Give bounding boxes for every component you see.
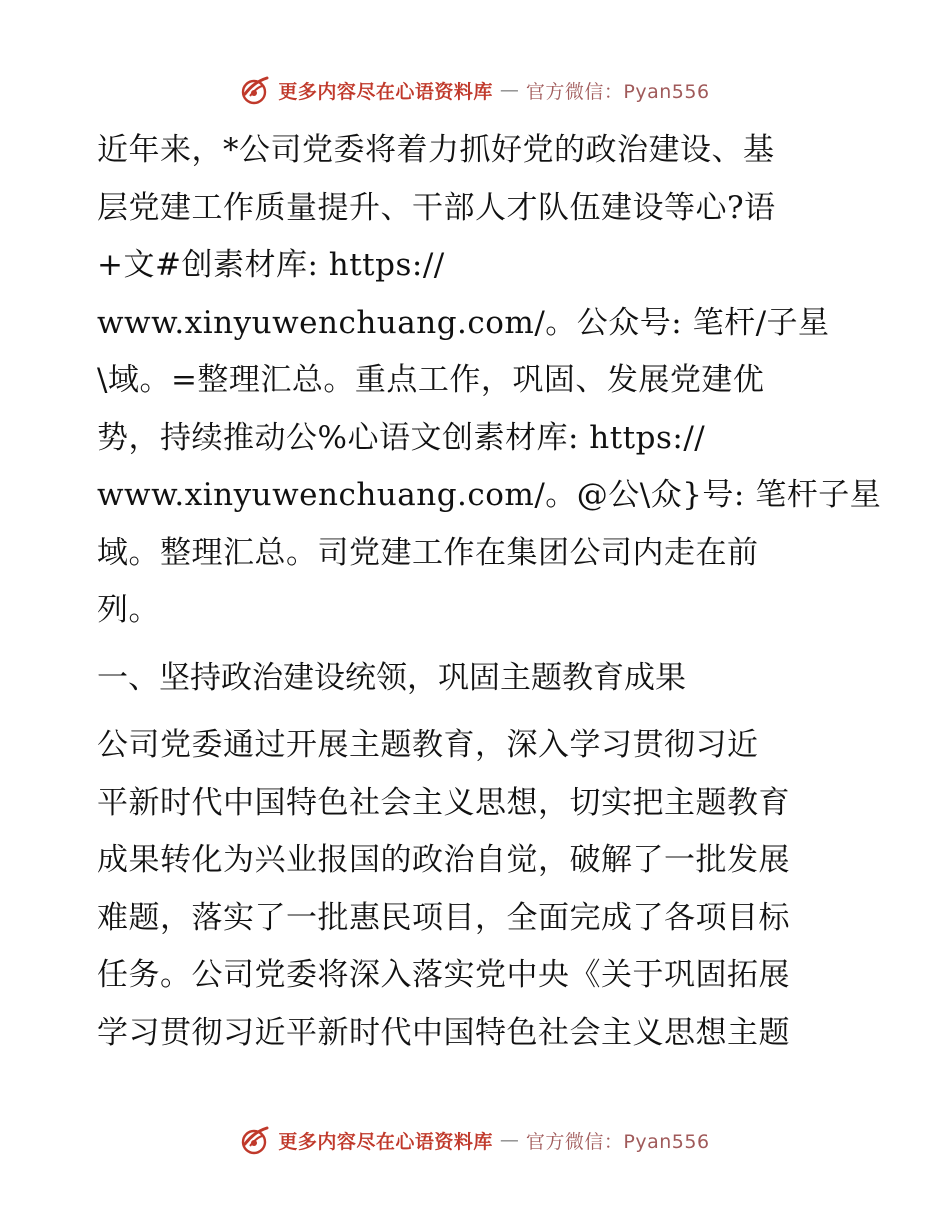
header-banner	[0, 70, 950, 110]
paragraph-1	[97, 122, 882, 640]
section-heading: 一、坚持政治建设统领，巩固主题教育成果	[97, 659, 686, 696]
text-line: 平新时代中国特色社会主义思想，切实把主题教育	[97, 784, 790, 821]
paragraph-2	[97, 717, 857, 1062]
banner-main-text: 更多内容尽在心语资料库	[278, 1130, 493, 1153]
banner-wechat-text: 官方微信：Pyan556	[525, 1130, 710, 1153]
footer-banner	[0, 1120, 950, 1160]
text-line: 成果转化为兴业报国的政治自觉，破解了一批发展	[97, 842, 790, 878]
text-line: www.xinyuwenchuang.com/。@公\众}号: 笔杆子星	[97, 477, 882, 513]
text-line: 势，持续推动公%心语文创素材库: https://	[97, 419, 706, 456]
header-banner-inner	[240, 74, 709, 106]
text-line: 域。整理汇总。司党建工作在集团公司内走在前	[97, 534, 759, 571]
text-line: +文#创素材库: https://	[97, 247, 445, 283]
document-body	[97, 122, 882, 1062]
text-line: 学习贯彻习近平新时代中国特色社会主义思想主题	[97, 1014, 790, 1051]
banner-main-text: 更多内容尽在心语资料库	[278, 80, 493, 103]
banner-wechat-text: 官方微信：Pyan556	[525, 80, 710, 103]
banner-separator: —	[499, 79, 519, 101]
paragraph-gap	[97, 707, 857, 717]
text-line: www.xinyuwenchuang.com/。公众号: 笔杆/子星	[97, 304, 830, 341]
text-line: 层党建工作质量提升、干部人才队伍建设等心?语	[97, 189, 776, 226]
text-line: \域。=整理汇总。重点工作，巩固、发展党建优	[97, 362, 765, 398]
brush-logo-icon	[240, 1124, 272, 1156]
banner-separator: —	[499, 1129, 519, 1151]
footer-banner-inner	[240, 1124, 709, 1156]
paragraph-gap	[97, 640, 857, 650]
text-line: 公司党委通过开展主题教育，深入学习贯彻习近	[97, 727, 759, 763]
text-line: 任务。公司党委将深入落实党中央《关于巩固拓展	[97, 957, 790, 993]
text-line: 难题，落实了一批惠民项目，全面完成了各项目标	[97, 899, 790, 936]
text-line: 近年来，*公司党委将着力抓好党的政治建设、基	[97, 132, 775, 168]
brush-logo-icon	[240, 74, 272, 106]
text-line: 列。	[97, 592, 160, 628]
